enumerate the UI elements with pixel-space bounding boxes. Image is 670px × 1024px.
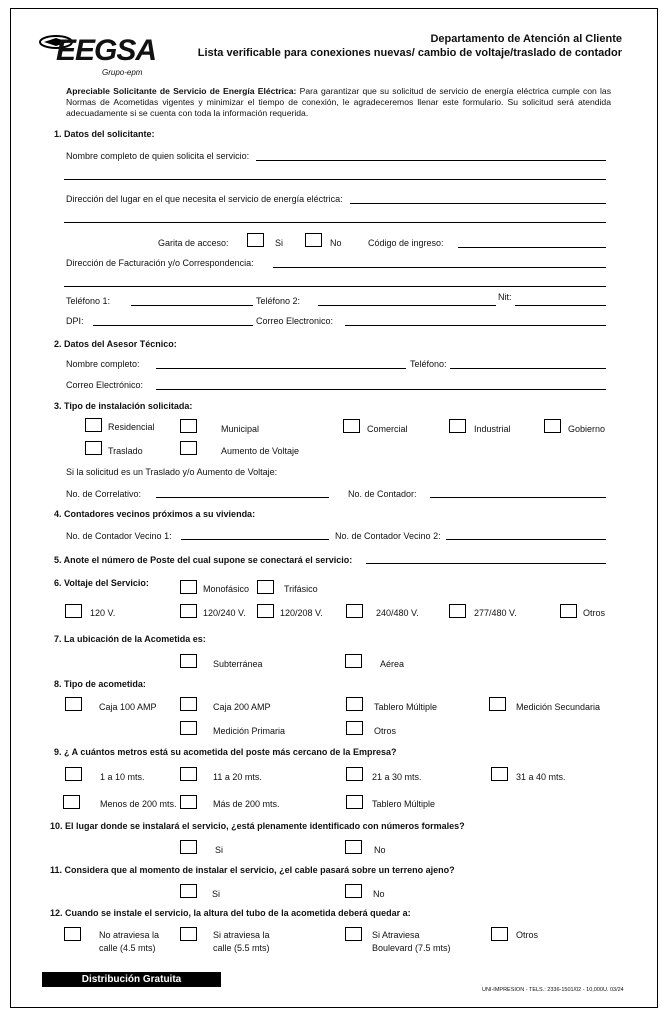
monofasico-checkbox[interactable] bbox=[180, 580, 197, 594]
v120-label: 120 V. bbox=[90, 608, 116, 618]
v240480-label: 240/480 V. bbox=[376, 608, 419, 618]
vecino1-label: No. de Contador Vecino 1: bbox=[66, 531, 172, 541]
asesor-correo-field[interactable] bbox=[156, 389, 606, 390]
section-4-title: 4. Contadores vecinos próximos a su vivienda: bbox=[54, 509, 256, 519]
intro-paragraph bbox=[66, 86, 611, 119]
section-2-title: 2. Datos del Asesor Técnico: bbox=[54, 339, 177, 349]
trifasico-checkbox[interactable] bbox=[257, 580, 274, 594]
traslado-nota: Si la solicitud es un Traslado y/o Aumento de Voltaje: bbox=[66, 467, 278, 477]
industrial-checkbox[interactable] bbox=[449, 419, 466, 433]
facturacion-field-line2[interactable] bbox=[64, 286, 606, 287]
r1-checkbox[interactable] bbox=[65, 767, 82, 781]
section-12-title: 12. Cuando se instale el servicio, la altura del tubo de la acometida deberá quedar a: bbox=[50, 908, 411, 918]
acometida-otros-label: Otros bbox=[374, 726, 397, 736]
industrial-label: Industrial bbox=[474, 424, 511, 434]
municipal-label: Municipal bbox=[221, 424, 260, 434]
nombre-field-line2[interactable] bbox=[64, 179, 606, 180]
asesor-nombre-label: Nombre completo: bbox=[66, 359, 140, 369]
garita-si-checkbox[interactable] bbox=[247, 233, 264, 247]
tablero-label: Tablero Múltiple bbox=[374, 702, 438, 712]
caja200-checkbox[interactable] bbox=[180, 697, 197, 711]
correo-field[interactable] bbox=[345, 325, 606, 326]
altura-75-label-1: Si Atraviesa bbox=[372, 930, 420, 940]
v120208-checkbox[interactable] bbox=[257, 604, 274, 618]
altura-45-checkbox[interactable] bbox=[64, 927, 81, 941]
subterranea-checkbox[interactable] bbox=[180, 654, 197, 668]
tel1-field[interactable] bbox=[131, 305, 253, 306]
q11-si-label: Si bbox=[212, 889, 221, 899]
poste-field[interactable] bbox=[366, 563, 606, 564]
voltaje-otros-label: Otros bbox=[583, 608, 606, 618]
section-10-title: 10. El lugar donde se instalará el servicio, ¿está plenamente identificado con números formales? bbox=[50, 821, 465, 831]
tel2-field[interactable] bbox=[318, 305, 496, 306]
intro-lead: Apreciable Solicitante de Servicio de Energía Eléctrica: bbox=[66, 86, 297, 96]
v120240-checkbox[interactable] bbox=[180, 604, 197, 618]
altura-75-label-2: Boulevard (7.5 mts) bbox=[372, 943, 451, 953]
altura-55-label-1: Si atraviesa la bbox=[213, 930, 270, 940]
logo-text: EEGSA bbox=[56, 34, 157, 67]
asesor-telefono-field[interactable] bbox=[450, 368, 606, 369]
form-title: Lista verificable para conexiones nuevas/ cambio de voltaje/traslado de contador bbox=[197, 47, 622, 59]
q11-no-label: No bbox=[373, 889, 385, 899]
section-5-title: 5. Anote el número de Poste del cual supone se conectará el servicio: bbox=[54, 555, 353, 565]
facturacion-field[interactable] bbox=[273, 267, 606, 268]
trifasico-label: Trifásico bbox=[284, 584, 318, 594]
r3-label: 21 a 30 mts. bbox=[372, 772, 422, 782]
primaria-checkbox[interactable] bbox=[180, 721, 197, 735]
v277480-checkbox[interactable] bbox=[449, 604, 466, 618]
asesor-telefono-label: Teléfono: bbox=[410, 359, 447, 369]
v240480-checkbox[interactable] bbox=[346, 604, 363, 618]
tel2-label: Teléfono 2: bbox=[256, 296, 301, 306]
correlativo-field[interactable] bbox=[156, 497, 329, 498]
v120240-label: 120/240 V. bbox=[203, 608, 246, 618]
traslado-checkbox[interactable] bbox=[85, 441, 102, 455]
section-1-title: 1. Datos del solicitante: bbox=[54, 129, 155, 139]
primaria-label: Medición Primaria bbox=[213, 726, 286, 736]
secundaria-checkbox[interactable] bbox=[489, 697, 506, 711]
garita-label: Garita de acceso: bbox=[158, 238, 229, 248]
r4-checkbox[interactable] bbox=[491, 767, 508, 781]
garita-si-label: Si bbox=[275, 238, 284, 248]
nombre-field[interactable] bbox=[256, 160, 606, 161]
r5-checkbox[interactable] bbox=[63, 795, 80, 809]
altura-45-label-1: No atraviesa la bbox=[99, 930, 160, 940]
eegsa-logo bbox=[36, 30, 156, 78]
r6-checkbox[interactable] bbox=[180, 795, 197, 809]
r7-checkbox[interactable] bbox=[346, 795, 363, 809]
department-title: Departamento de Atención al Cliente bbox=[430, 33, 622, 45]
altura-otros-label: Otros bbox=[516, 930, 539, 940]
altura-75-checkbox[interactable] bbox=[345, 927, 362, 941]
aerea-label: Aérea bbox=[380, 659, 405, 669]
aerea-checkbox[interactable] bbox=[345, 654, 362, 668]
traslado-label: Traslado bbox=[108, 446, 143, 456]
voltaje-otros-checkbox[interactable] bbox=[560, 604, 577, 618]
comercial-checkbox[interactable] bbox=[343, 419, 360, 433]
contador-label: No. de Contador: bbox=[348, 489, 417, 499]
aumento-checkbox[interactable] bbox=[180, 441, 197, 455]
contador-field[interactable] bbox=[430, 497, 606, 498]
subterranea-label: Subterránea bbox=[213, 659, 263, 669]
v120-checkbox[interactable] bbox=[65, 604, 82, 618]
dpi-label: DPI: bbox=[66, 316, 84, 326]
vecino2-field[interactable] bbox=[446, 539, 606, 540]
gobierno-checkbox[interactable] bbox=[544, 419, 561, 433]
q10-no-checkbox[interactable] bbox=[345, 840, 362, 854]
intro-text: Para garantizar que su solicitud de servicio de energía eléctrica cumple con las Normas de Acometidas vigentes y minimizar el tiempo de conexión, le agradeceremos llenar este formulario. Su solicitud será atendida adecuadamente si se cuenta con toda la información requerida. bbox=[66, 86, 612, 118]
gobierno-label: Gobierno bbox=[568, 424, 606, 434]
distribucion-gratuita-banner: Distribución Gratuita bbox=[42, 972, 221, 987]
vecino1-field[interactable] bbox=[181, 539, 329, 540]
codigo-field[interactable] bbox=[458, 247, 606, 248]
correlativo-label: No. de Correlativo: bbox=[66, 489, 142, 499]
logo-subtext: Grupo-epm bbox=[102, 68, 143, 77]
codigo-label: Código de ingreso: bbox=[368, 238, 444, 248]
caja200-label: Caja 200 AMP bbox=[213, 702, 271, 712]
secundaria-label: Medición Secundaria bbox=[516, 702, 601, 712]
tablero-checkbox[interactable] bbox=[346, 697, 363, 711]
comercial-label: Comercial bbox=[367, 424, 408, 434]
tel1-label: Teléfono 1: bbox=[66, 296, 111, 306]
section-8-title: 8. Tipo de acometida: bbox=[54, 679, 146, 689]
direccion-label: Dirección del lugar en el que necesita el servicio de energía eléctrica: bbox=[66, 194, 343, 204]
v277480-label: 277/480 V. bbox=[474, 608, 517, 618]
section-3-title: 3. Tipo de instalación solicitada: bbox=[54, 401, 193, 411]
altura-55-checkbox[interactable] bbox=[180, 927, 197, 941]
section-11-title: 11. Considera que al momento de instalar el servicio, ¿el cable pasará sobre un terreno ajeno? bbox=[50, 865, 455, 875]
acometida-otros-checkbox[interactable] bbox=[346, 721, 363, 735]
r3-checkbox[interactable] bbox=[346, 767, 363, 781]
monofasico-label: Monofásico bbox=[203, 584, 250, 594]
direccion-field[interactable] bbox=[350, 203, 606, 204]
facturacion-label: Dirección de Facturación y/o Correspondencia: bbox=[66, 258, 254, 268]
r4-label: 31 a 40 mts. bbox=[516, 772, 566, 782]
altura-45-label-2: calle (4.5 mts) bbox=[99, 943, 156, 953]
r2-checkbox[interactable] bbox=[180, 767, 197, 781]
q10-si-label: Si bbox=[215, 845, 224, 855]
asesor-correo-label: Correo Electrónico: bbox=[66, 380, 144, 390]
section-9-title: 9. ¿ A cuántos metros está su acometida del poste más cercano de la Empresa? bbox=[54, 747, 397, 757]
asesor-nombre-field[interactable] bbox=[156, 368, 406, 369]
altura-otros-checkbox[interactable] bbox=[491, 927, 508, 941]
nit-field[interactable] bbox=[515, 305, 606, 306]
q10-no-label: No bbox=[374, 845, 386, 855]
nombre-label: Nombre completo de quien solicita el servicio: bbox=[66, 151, 250, 161]
correo-label: Correo Electronico: bbox=[256, 316, 334, 326]
printer-info: UNI-IMPRESION - TELS.: 2336-1501/02 - 10,000U. 03/24 bbox=[482, 987, 624, 993]
q10-si-checkbox[interactable] bbox=[180, 840, 197, 854]
municipal-checkbox[interactable] bbox=[180, 419, 197, 433]
garita-no-checkbox[interactable] bbox=[305, 233, 322, 247]
caja100-checkbox[interactable] bbox=[65, 697, 82, 711]
caja100-label: Caja 100 AMP bbox=[99, 702, 157, 712]
r1-label: 1 a 10 mts. bbox=[100, 772, 145, 782]
aumento-label: Aumento de Voltaje bbox=[221, 446, 300, 456]
residencial-label: Residencial bbox=[108, 422, 155, 432]
nit-label: Nit: bbox=[498, 292, 512, 302]
garita-no-label: No bbox=[330, 238, 342, 248]
r2-label: 11 a 20 mts. bbox=[213, 772, 262, 782]
r6-label: Más de 200 mts. bbox=[213, 799, 280, 809]
r7-label: Tablero Múltiple bbox=[372, 799, 436, 809]
dpi-field[interactable] bbox=[93, 325, 253, 326]
q11-si-checkbox[interactable] bbox=[180, 884, 197, 898]
section-7-title: 7. La ubicación de la Acometida es: bbox=[54, 634, 206, 644]
altura-55-label-2: calle (5.5 mts) bbox=[213, 943, 270, 953]
r5-label: Menos de 200 mts. bbox=[100, 799, 177, 809]
section-6-title: 6. Voltaje del Servicio: bbox=[54, 578, 149, 588]
vecino2-label: No. de Contador Vecino 2: bbox=[335, 531, 441, 541]
v120208-label: 120/208 V. bbox=[280, 608, 323, 618]
direccion-field-line2[interactable] bbox=[64, 222, 606, 223]
q11-no-checkbox[interactable] bbox=[345, 884, 362, 898]
residencial-checkbox[interactable] bbox=[85, 418, 102, 432]
